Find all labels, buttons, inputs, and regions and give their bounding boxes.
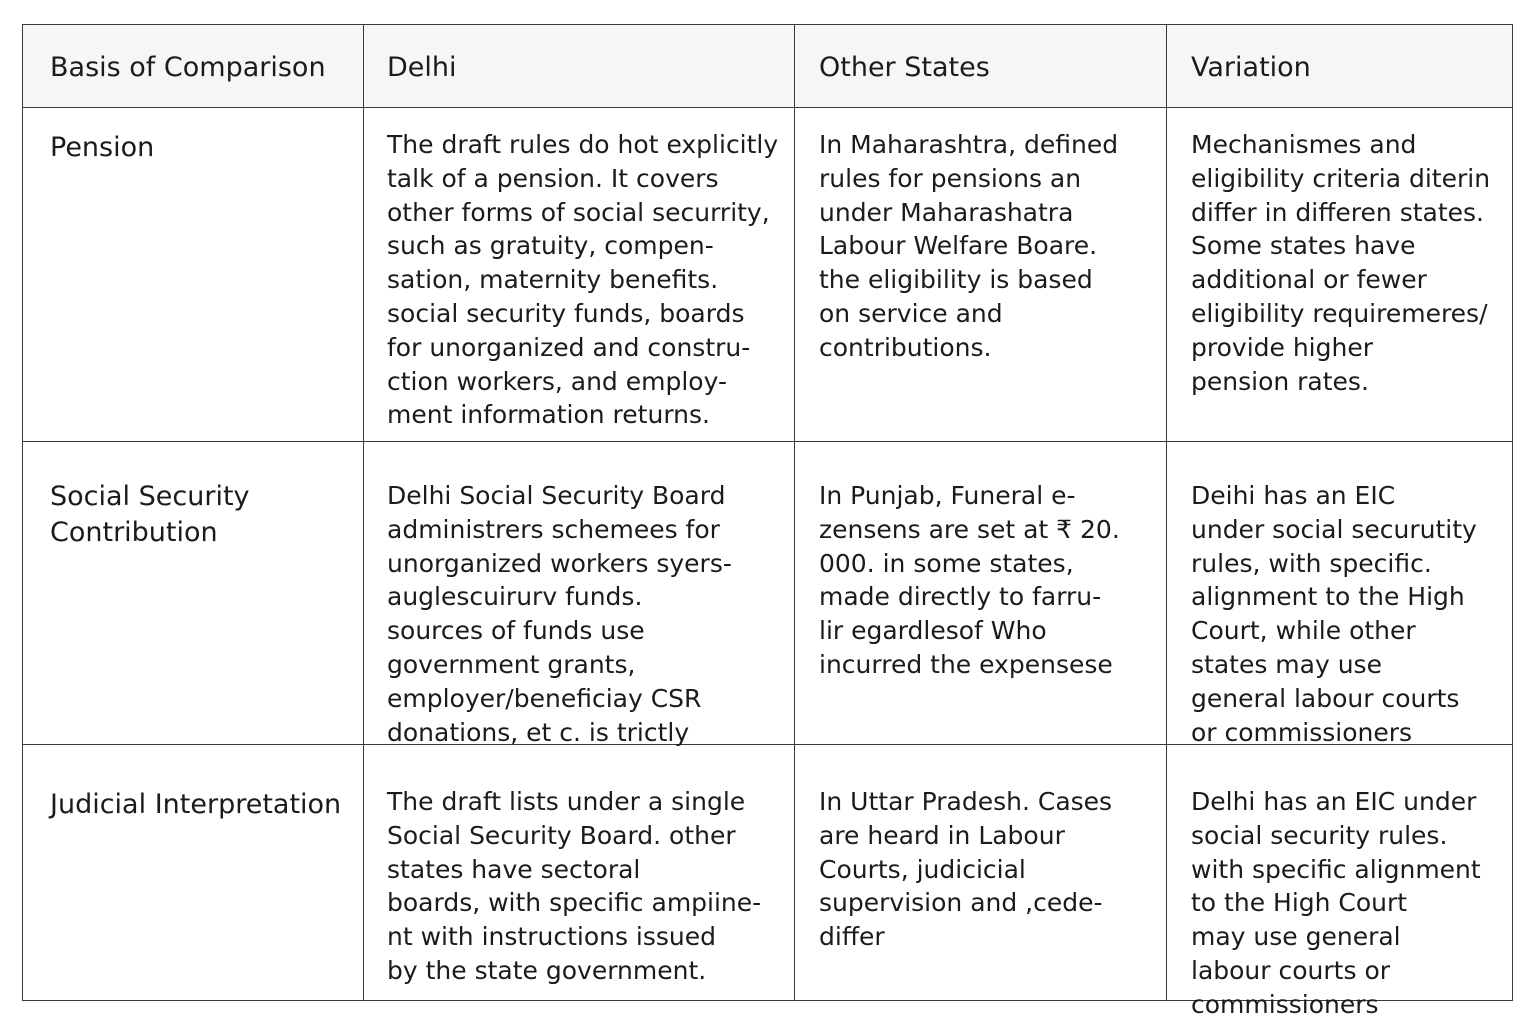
header-cell-delhi — [364, 25, 795, 107]
cell-variation — [1167, 442, 1514, 747]
table-row-judicial-interpretation — [23, 745, 1512, 1019]
cell-delhi — [364, 745, 795, 1001]
cell-variation — [1167, 745, 1514, 1019]
other-states-text: In Punjab, Funeral e- zensens are set at ₹ 20. 000. in some states, made directly to farru- lir egardlesof Who incurred the expensese — [819, 481, 1120, 679]
table-header-row — [23, 25, 1512, 108]
delhi-text: Delhi Social Security Board administrers schemees for unorganized workers syers- auglescuirurv funds. sources of funds use government grants, employer/beneficiay CSR donations, et c. is trictly — [387, 481, 732, 747]
table-row-pension — [23, 108, 1512, 442]
delhi-text: The draft rules do hot explicitly talk of a pension. It covers other forms of social securrity, such as gratuity, compen- sation, maternity benefits. social security funds, boards for unorganized and constru- ction workers, and employ- ment information returns. — [387, 130, 779, 430]
other-states-text: In Uttar Pradesh. Cases are heard in Labour Courts, judicicial supervision and ,cede- differ — [819, 787, 1113, 952]
cell-basis — [23, 745, 364, 1001]
table-row-social-security-contribution — [23, 442, 1512, 745]
cell-delhi — [364, 442, 795, 747]
cell-other-states — [795, 745, 1167, 1001]
header-variation-label: Variation — [1191, 52, 1311, 83]
cell-delhi — [364, 108, 795, 441]
comparison-table — [22, 24, 1513, 1019]
header-cell-basis — [23, 25, 364, 107]
variation-text: Delhi has an EIC under social security rules. with specific alignment to the High Court may use general labour courts or commissioners — [1191, 787, 1481, 1019]
header-cell-variation — [1167, 25, 1514, 107]
row-label: Pension — [50, 132, 155, 163]
cell-basis — [23, 108, 364, 441]
cell-other-states — [795, 108, 1167, 441]
cell-basis — [23, 442, 364, 744]
cell-other-states — [795, 442, 1167, 744]
other-states-text: In Maharashtra, defined rules for pensions an under Maharashatra Labour Welfare Boare. the eligibility is based on service and contributions. — [819, 130, 1119, 362]
cell-variation — [1167, 108, 1514, 441]
variation-text: Mechanismes and eligibility criteria diterin differ in differen states. Some states have additional or fewer eligibility requiremeres/ provide higher pension rates. — [1191, 130, 1491, 396]
header-basis-label: Basis of Comparison — [50, 52, 326, 83]
header-other-states-label: Other States — [819, 52, 990, 83]
header-delhi-label: Delhi — [387, 52, 457, 83]
header-cell-other-states — [795, 25, 1167, 107]
delhi-text: The draft lists under a single Social Security Board. other states have sectoral boards, with specific ampiine- nt with instructions issued by the state government. — [387, 787, 762, 985]
row-label: Judicial Interpretation — [50, 789, 342, 820]
variation-text: Deihi has an EIC under social securutity rules, with specific. alignment to the High Court, while other states may use general labour courts or commissioners — [1191, 481, 1477, 747]
row-label: Social Security Contribution — [50, 481, 250, 548]
